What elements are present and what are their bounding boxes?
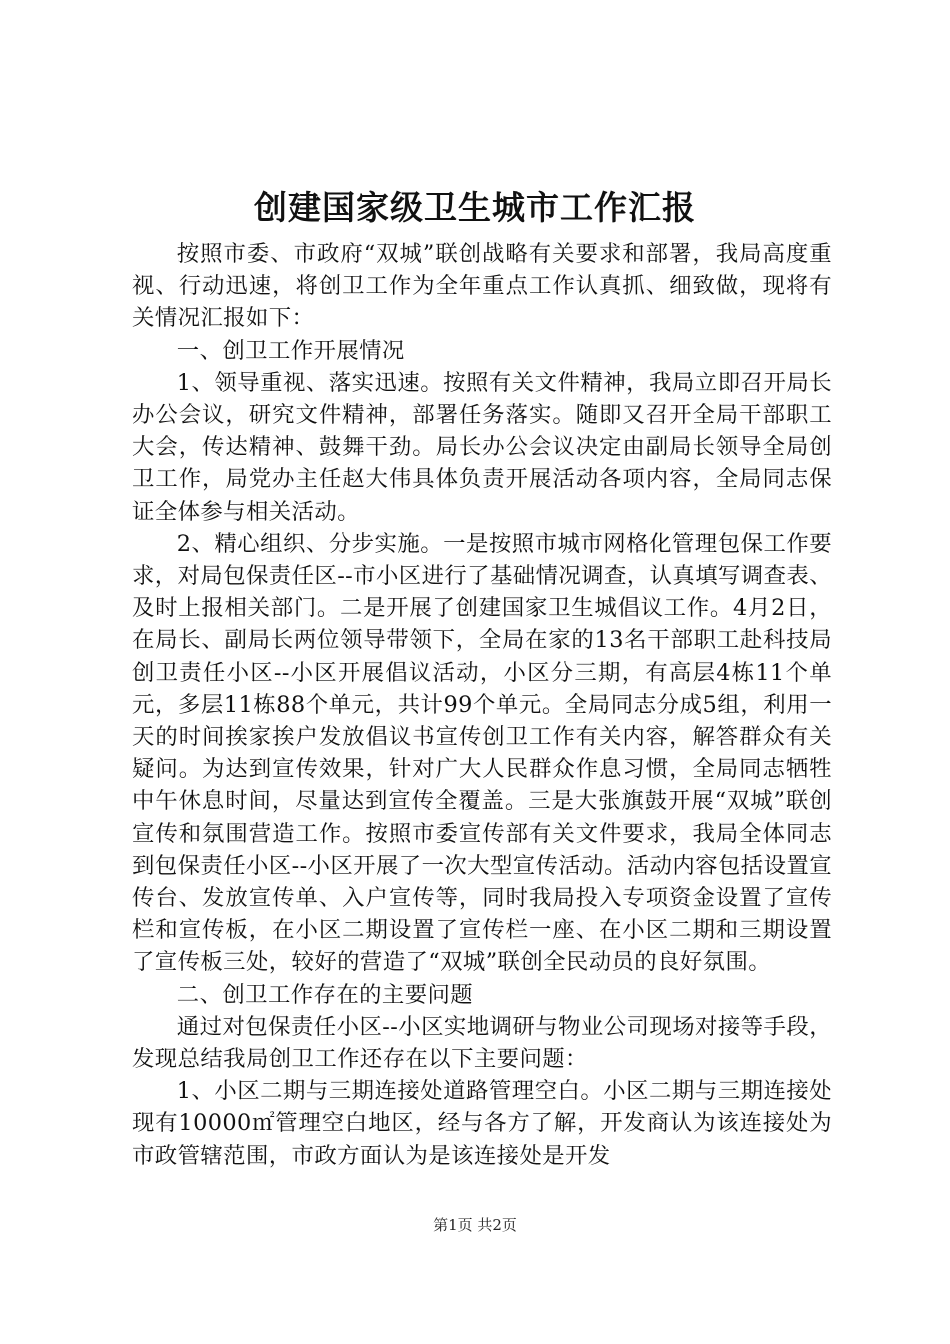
paragraph-item-1: 1、领导重视、落实迅速。按照有关文件精神，我局立即召开局长办公会议，研究文件精神，部署任务落实。随即又召开全局干部职工大会，传达精神、鼓舞干劲。局长办公会议决定由副局长领导全局创卫工作，局党办主任赵大伟具体负责开展活动各项内容，全局同志保证全体参与相关活动。	[132, 369, 832, 525]
paragraph-item-2: 2、精心组织、分步实施。一是按照市城市网格化管理包保工作要求，对局包保责任区--市小区进行了基础情况调查，认真填写调查表、及时上报相关部门。二是开展了创建国家卫生城倡议工作。4月2日，在局长、副局长两位领导带领下，全局在家的13名干部职工赴科技局创卫责任小区--小区开展倡议活动，小区分三期，有高层4栋11个单元，多层11栋88个单元，共计99个单元。全局同志分成5组，利用一天的时间挨家挨户发放倡议书宣传创卫工作有关内容，解答群众有关疑问。为达到宣传效果，针对广大人民群众作息习惯，全局同志牺牲中午休息时间，尽量达到宣传全覆盖。三是大张旗鼓开展“双城”联创宣传和氛围营造工作。按照市委宣传部有关文件要求，我局全体同志到包保责任小区--小区开展了一次大型宣传活动。活动内容包括设置宣传台、发放宣传单、入户宣传等，同时我局投入专项资金设置了宣传栏和宣传板，在小区二期设置了宣传栏一座、在小区二期和三期设置了宣传板三处，较好的营造了“双城”联创全民动员的良好氛围。	[132, 530, 832, 976]
page-footer: 第1页 共2页	[433, 1216, 517, 1234]
paragraph-problem-1: 1、小区二期与三期连接处道路管理空白。小区二期与三期连接处现有10000㎡管理空白地区，经与各方了解，开发商认为该连接处为市政管辖范围，市政方面认为是该连接处是开发	[132, 1078, 832, 1169]
section-heading-1: 一、创卫工作开展情况	[176, 337, 405, 364]
paragraph-problems-intro: 通过对包保责任小区--小区实地调研与物业公司现场对接等手段，发现总结我局创卫工作还存在以下主要问题：	[132, 1013, 832, 1073]
paragraph-intro: 按照市委、市政府“双城”联创战略有关要求和部署，我局高度重视、行动迅速，将创卫工作为全年重点工作认真抓、细致做，现将有关情况汇报如下：	[132, 241, 832, 332]
document-body	[132, 238, 832, 1172]
document-title: 创建国家级卫生城市工作汇报	[254, 188, 696, 227]
section-heading-2: 二、创卫工作存在的主要问题	[176, 981, 474, 1008]
